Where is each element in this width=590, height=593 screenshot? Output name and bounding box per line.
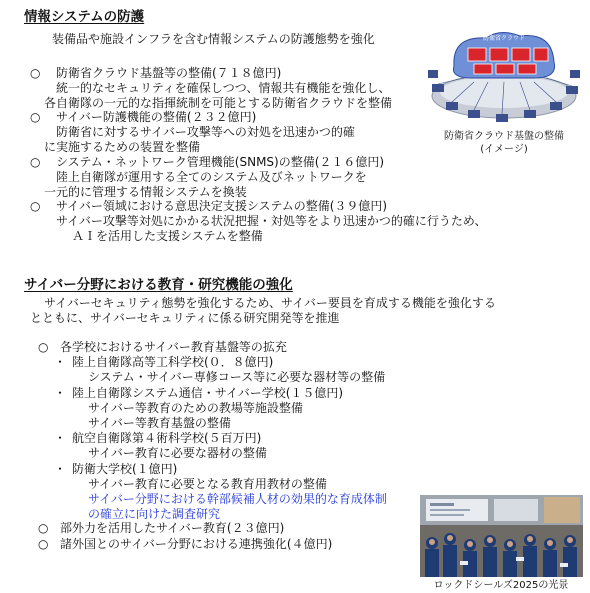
school-detail: サイバー等教育のための教場等施設整備 xyxy=(88,401,303,415)
photo-caption: ロックドシールズ2025の光景 xyxy=(433,580,569,591)
training-photo xyxy=(420,495,583,577)
item-heading: 諸外国とのサイバー分野における連携強化(４億円) xyxy=(60,537,333,551)
item-heading: 各学校におけるサイバー教育基盤等の拡充 xyxy=(60,340,287,354)
section-intro: サイバーセキュリティ態勢を強化するため、サイバー要員を育成する機能を強化する xyxy=(44,296,496,310)
dot-mark: ・ xyxy=(54,386,67,400)
bullet-mark: ○ xyxy=(30,66,41,80)
bullet-mark: ○ xyxy=(38,521,49,535)
dot-mark: ・ xyxy=(54,462,67,476)
item-heading: 部外力を活用したサイバー教育(２３億円) xyxy=(60,521,285,535)
item-detail: サイバー攻撃等対処にかかる状況把握・対処等をより迅速かつ的確に行うため、 xyxy=(56,214,487,228)
bullet-mark: ○ xyxy=(38,537,49,551)
school-name: 防衛大学校(１億円) xyxy=(72,462,178,476)
item-detail: 各自衛隊の一元的な指揮統制を可能とする防衛省クラウドを整備 xyxy=(44,96,393,110)
dot-mark: ・ xyxy=(54,431,67,445)
item-heading: サイバー防護機能の整備(２３２億円) xyxy=(56,110,257,124)
item-detail: 統一的なセキュリティを確保しつつ、情報共有機能を強化し、 xyxy=(56,81,391,95)
school-detail: サイバー教育に必要となる教育用教材の整備 xyxy=(88,477,327,491)
cloud-label: 防衛省クラウド xyxy=(482,35,526,42)
school-detail-highlight: の確立に向けた調査研究 xyxy=(88,507,221,521)
figure-caption: (イメージ) xyxy=(480,144,528,155)
bullet-mark: ○ xyxy=(30,110,41,124)
section-title-information-systems: 情報システムの防護 xyxy=(24,9,145,25)
item-detail: 陸上自衛隊が運用する全てのシステム及びネットワークを xyxy=(56,170,367,184)
item-detail: ＡＩを活用した支援システムを整備 xyxy=(72,229,263,243)
section-title-cyber-education: サイバー分野における教育・研究機能の強化 xyxy=(24,277,293,293)
item-heading: サイバー領域における意思決定支援システムの整備(３９億円) xyxy=(56,199,388,213)
item-detail: 一元的に管理する情報システムを換装 xyxy=(44,185,247,199)
dot-mark: ・ xyxy=(54,355,67,369)
school-detail: サイバー教育に必要な器材の整備 xyxy=(88,446,267,460)
school-name: 航空自衛隊第４術科学校(５百万円) xyxy=(72,431,262,445)
item-detail: に実施するための装置を整備 xyxy=(44,140,201,154)
school-name: 陸上自衛隊システム通信・サイバー学校(１５億円) xyxy=(72,386,344,400)
item-detail: 防衛省に対するサイバー攻撃等への対処を迅速かつ的確 xyxy=(56,125,355,139)
section-intro: とともに、サイバーセキュリティに係る研究開発等を推進 xyxy=(30,311,340,325)
school-detail-highlight: サイバー分野における幹部候補人材の効果的な育成体制 xyxy=(88,492,387,506)
bullet-mark: ○ xyxy=(30,199,41,213)
school-name: 陸上自衛隊高等工科学校(０．８億円) xyxy=(72,355,274,369)
item-heading: システム・ネットワーク管理機能(SNMS)の整備(２１６億円) xyxy=(56,155,385,169)
cloud-infrastructure-diagram xyxy=(424,26,584,126)
bullet-mark: ○ xyxy=(30,155,41,169)
school-detail: サイバー等教育基盤の整備 xyxy=(88,416,231,430)
section-intro: 装備品や施設インフラを含む情報システムの防護態勢を強化 xyxy=(52,32,375,46)
bullet-mark: ○ xyxy=(38,340,49,354)
school-detail: システム・サイバー専修コース等に必要な器材等の整備 xyxy=(88,370,386,384)
figure-caption: 防衛省クラウド基盤の整備 xyxy=(444,131,564,142)
item-heading: 防衛省クラウド基盤等の整備(７１８億円) xyxy=(56,66,282,80)
